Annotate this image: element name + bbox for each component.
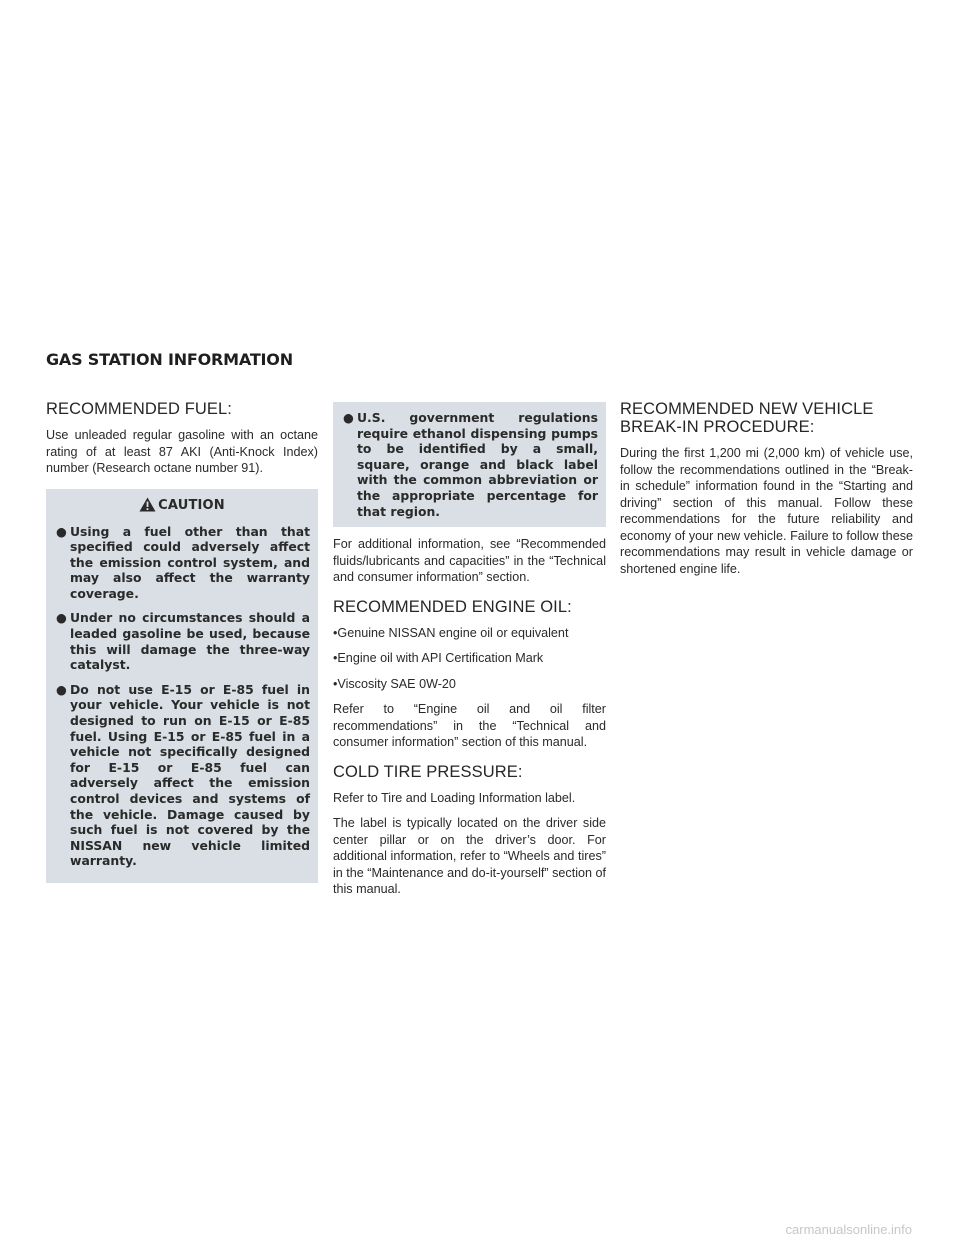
caution-item: ● Using a fuel other than that specified could adversely affect the emission control system, and may also affect the warranty coverage. bbox=[56, 523, 310, 601]
engine-oil-item: •Viscosity SAE 0W-20 bbox=[333, 676, 456, 691]
tire-pressure-heading: COLD TIRE PRESSURE: bbox=[333, 762, 523, 781]
engine-oil-item: •Genuine NISSAN engine oil or equivalent bbox=[333, 625, 569, 640]
tire-pressure-p2: The label is typically located on the driver side center pillar or on the driver’s door. For additional information, refer to “Wheels and tires” in the “Maintenance and do-it-yourself” section of this manual. bbox=[333, 816, 607, 897]
caution-item: ● Do not use E-15 or E-85 fuel in your vehicle. Your vehicle is not designed to run on E-15 or E-85 fuel. Using E-15 or E-85 fuel in a vehicle not specifically designed for E-15 or E-85 fuel can adversely affect the emission control devices and systems of the vehicle. Damage caused by such fuel is not covered by the NISSAN new vehicle limited warranty. bbox=[56, 681, 310, 869]
bullet-icon: ● bbox=[56, 610, 67, 626]
column-1 bbox=[46, 400, 318, 883]
engine-oil-heading: RECOMMENDED ENGINE OIL: bbox=[333, 597, 572, 616]
column-3 bbox=[620, 400, 913, 586]
bullet-icon: ● bbox=[343, 410, 354, 425]
breakin-heading: RECOMMENDED NEW VEHICLE BREAK-IN PROCEDURE: bbox=[620, 400, 874, 436]
caution-item: ● U.S. government regulations require ethanol dispensing pumps to be identified by a small, square, orange and black label with the common abbreviation or the appropriate percentage for that region. bbox=[343, 410, 598, 519]
caution-box-continued bbox=[333, 402, 606, 527]
fuel-heading: RECOMMENDED FUEL: bbox=[46, 400, 232, 418]
bullet-icon: ● bbox=[56, 523, 67, 539]
breakin-body: During the first 1,200 mi (2,000 km) of vehicle use, follow the recommendations outlined in the “Break-in schedule” information found in the “Starting and driving” section of this manual. Follow these recommendations for the future reliability and economy of your new vehicle. Failure to follow these recommendations may result in vehicle damage or shortened engine life. bbox=[620, 446, 913, 576]
fuel-intro: Use unleaded regular gasoline with an octane rating of at least 87 AKI (Anti-Knock Index) number (Research octane number 91). bbox=[46, 428, 318, 475]
column-2 bbox=[333, 402, 606, 907]
tire-pressure-p1: Refer to Tire and Loading Information label. bbox=[333, 790, 576, 805]
footer-watermark: carmanualsonline.info bbox=[785, 1222, 912, 1237]
caution-box bbox=[46, 489, 318, 883]
engine-oil-item: •Engine oil with API Certification Mark bbox=[333, 651, 544, 666]
engine-oil-refer: Refer to “Engine oil and oil filter recommendations” in the “Technical and consumer information” section of this manual. bbox=[333, 702, 606, 750]
fuel-additional-info: For additional information, see “Recommended fluids/lubricants and capacities” in the “Technical and consumer information” section. bbox=[333, 537, 606, 585]
bullet-icon: ● bbox=[56, 681, 67, 697]
caution-header bbox=[54, 489, 310, 524]
caution-label: CAUTION bbox=[158, 497, 225, 513]
section-title: GAS STATION INFORMATION bbox=[46, 350, 293, 369]
caution-item: ● Under no circumstances should a leaded gasoline be used, because this will damage the three-way catalyst. bbox=[56, 610, 310, 673]
warning-triangle-icon bbox=[139, 497, 156, 516]
